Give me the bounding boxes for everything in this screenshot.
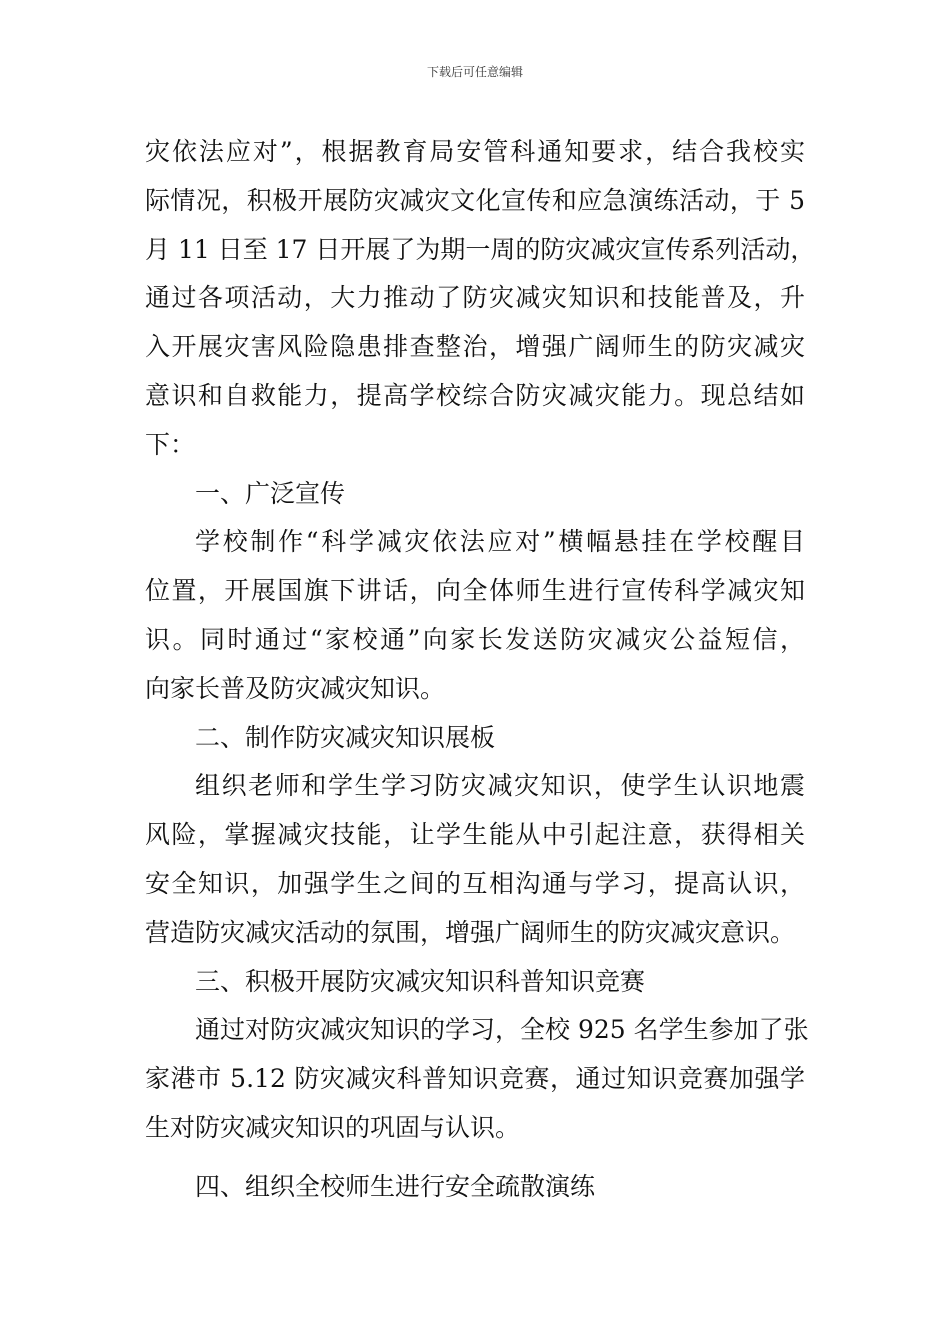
page-header: 下载后可任意编辑 — [426, 65, 523, 79]
section-heading-2: 二、制作防灾减灾知识展板 — [195, 722, 496, 752]
intro-line: 下： — [145, 429, 196, 459]
intro-line: 际情况，积极开展防灾减灾文化宣传和应急演练活动，于 5 — [145, 185, 805, 215]
section1-line: 向家长普及防灾减灾知识。 — [145, 673, 446, 703]
intro-line: 月 11 日至 17 日开展了为期一周的防灾减灾宣传系列活动， — [145, 234, 816, 264]
intro-line: 通过各项活动，大力推动了防灾减灾知识和技能普及，升 — [145, 283, 805, 313]
intro-line: 意识和自救能力，提高学校综合防灾减灾能力。现总结如 — [145, 380, 805, 410]
intro-line: 入开展灾害风险隐患排查整治，增强广阔师生的防灾减灾 — [145, 332, 805, 362]
section1-line: 位置，开展国旗下讲话，向全体师生进行宣传科学减灾知 — [145, 576, 805, 606]
section2-line: 安全知识，加强学生之间的互相沟通与学习，提高认识， — [145, 868, 805, 898]
section2-line: 风险，掌握减灾技能，让学生能从中引起注意，获得相关 — [145, 820, 805, 850]
section3-line: 生对防灾减灾知识的巩固与认识。 — [145, 1112, 521, 1142]
section3-line: 家港市 5.12 防灾减灾科普知识竞赛，通过知识竞赛加强学 — [145, 1064, 805, 1094]
section1-line: 识。同时通过“家校通”向家长发送防灾减灾公益短信， — [145, 624, 805, 654]
section-heading-3: 三、积极开展防灾减灾知识科普知识竞赛 — [195, 966, 646, 996]
section2-line: 营造防灾减灾活动的氛围，增强广阔师生的防灾减灾意识。 — [145, 917, 796, 947]
intro-line: 灾依法应对”，根据教育局安管科通知要求，结合我校实 — [145, 137, 805, 166]
section-heading-1: 一、广泛宣传 — [195, 478, 346, 508]
section2-line: 组织老师和学生学习防灾减灾知识，使学生认识地震 — [195, 771, 805, 801]
section3-line: 通过对防灾减灾知识的学习，全校 925 名学生参加了张 — [195, 1015, 809, 1045]
section-heading-4: 四、组织全校师生进行安全疏散演练 — [195, 1171, 596, 1201]
document-body — [145, 128, 816, 1212]
section1-line: 学校制作“科学减灾依法应对”横幅悬挂在学校醒目 — [195, 527, 805, 557]
paragraph-gap — [145, 1153, 805, 1163]
